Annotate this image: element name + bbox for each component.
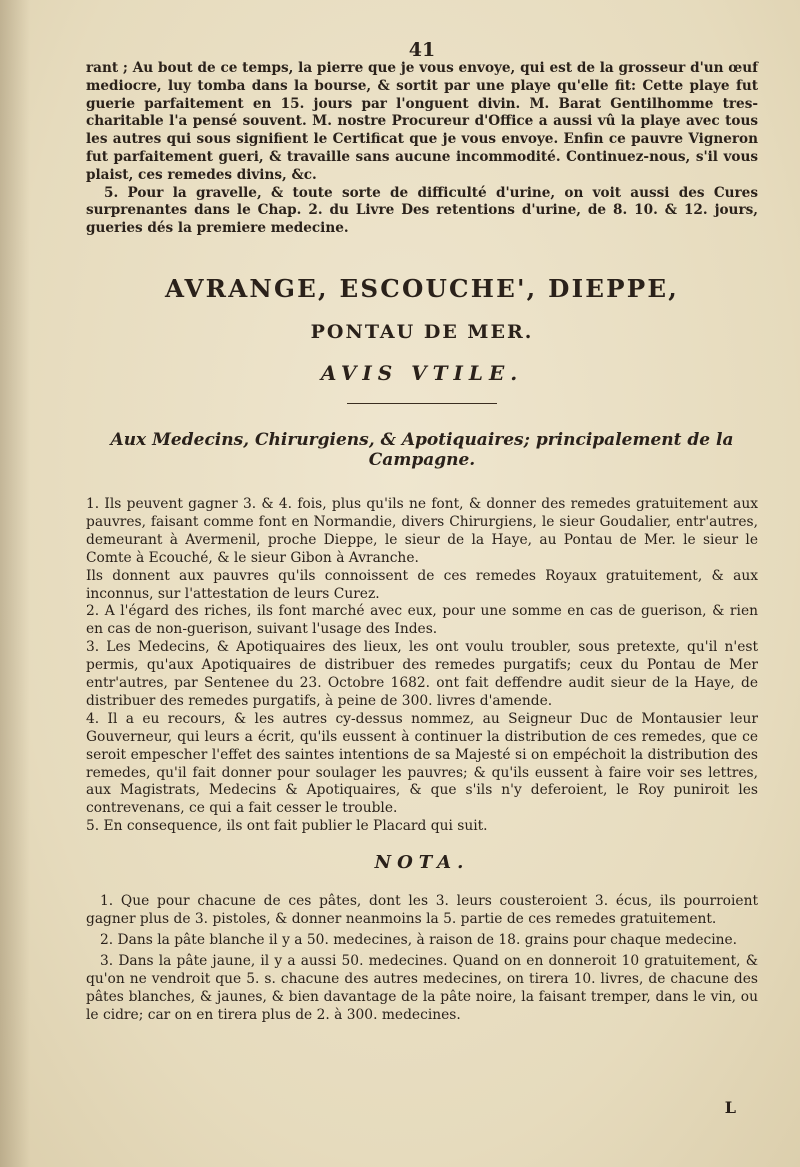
nota-paragraph: 2. Dans la pâte blanche il y a 50. medecines, à raison de 18. grains pour chaque medecine. <box>100 932 738 948</box>
nota-paragraph: 3. Dans la pâte jaune, il y a aussi 50. medecines. Quand on en donneroit 10 gratuitement, & qu'on ne vendroit que 5. s. chacune des autres medecines, on tirera 10. livres, de chacune des pâtes blanches, & jaunes, & bien davantage de la pâte noire, la faisant tremper, dans le vin, ou le cidre; car on en tirera plus de 2. à 300. medecines. <box>86 952 758 1023</box>
nota-paragraph: 1. Que pour chacune de ces pâtes, dont les 3. leurs cousteroient 3. écus, ils pourroient gagner plus de 3. pistoles, & donner neanmoins la 5. partie de ces remedes gratuitement. <box>86 893 758 928</box>
body-paragraph: 1. Ils peuvent gagner 3. & 4. fois, plus qu'ils ne font, & donner des remedes gratuitement aux pauvres, faisant comme font en Normandie, divers Chirurgiens, le sieur Goudalier, entr'autres, demeurant à Avermenil, proche Dieppe, le sieur de la Haye, au Pontau de Mer. le sieur le Comte à Ecouché, & le sieur Gibon à Avranche. <box>86 495 758 566</box>
heading-avis: AVIS VTILE. <box>320 360 524 385</box>
body-text <box>86 496 758 836</box>
intro-text <box>86 60 758 238</box>
nota-heading: NOTA. <box>374 852 470 874</box>
body-paragraph: Ils donnent aux pauvres qu'ils connoissent de ces remedes Royaux gratuitement, & aux inconnus, sur l'attestation de leurs Curez. <box>86 567 758 602</box>
heading-rule <box>86 389 758 408</box>
body-paragraph: 2. A l'égard des riches, ils font marché avec eux, pour une somme en cas de guerison, & rien en cas de non-guerison, suivant l'usage des Indes. <box>86 603 758 638</box>
nota-text <box>86 893 758 1024</box>
intro-paragraph: 5. Pour la gravelle, & toute sorte de difficulté d'urine, on voit aussi des Cures surprenantes dans le Chap. 2. du Livre Des retentions d'urine, de 8. 10. & 12. jours, gueries dés la premiere medecine. <box>86 184 758 237</box>
page-number: 41 <box>408 39 436 61</box>
body-paragraph: 5. En consequence, ils ont fait publier le Placard qui suit. <box>86 818 488 835</box>
intro-paragraph: rant ; Au bout de ce temps, la pierre que je vous envoye, qui est de la grosseur d'un œuf mediocre, luy tomba dans la bourse, & sortit par une playe qu'elle fit: Cette playe fut guerie parfaitement en 15. jours par l'onguent divin. M. Barat Gentilhomme tres-charitable l'a pensé souvent. M. nostre Procureur d'Office a aussi vû la playe avec tous les autres qui sous signifient le Certificat que je vous envoye. Enfin ce pauvre Vigneron fut parfaitement gueri, & travaille sans aucune incommodité. Continuez-nous, s'il vous plaist, ces remedes divins, &c. <box>86 60 758 183</box>
heading-places-2: PONTAU DE MER. <box>310 320 534 343</box>
body-paragraph: 3. Les Medecins, & Apotiquaires des lieux, les ont voulu troubler, sous pretexte, qu'il n'est permis, qu'aux Apotiquaires de distribuer des remedes purgatifs; ceux du Pontau de Mer entr'autres, par Sentenee du 23. Octobre 1682. ont fait deffendre audit sieur de la Haye, de distribuer des remedes purgatifs, à peine de 300. livres d'amende. <box>86 639 758 709</box>
catchword: L <box>724 1098 736 1117</box>
subheading: Aux Medecins, Chirurgiens, & Apotiquaires; principalement de la Campagne. <box>110 429 734 470</box>
heading-places: AVRANGE, ESCOUCHE', DIEPPE, <box>165 273 679 303</box>
body-paragraph: 4. Il a eu recours, & les autres cy-dessus nommez, au Seigneur Duc de Montausier leur Gouverneur, qui leurs a écrit, qu'ils eussent à continuer la distribution de ces remedes, que ce seroit empescher l'effet des saintes intentions de sa Majesté si on empéchoit la distribution des remedes, qu'il fait donner pour soulager les pauvres; & qu'ils eussent à faire voir ses lettres, aux Magistrats, Medecins & Apotiquaires, & que s'ils n'y deferoient, le Roy puniroit les contrevenans, ce qui a fait cesser le trouble. <box>86 710 758 817</box>
